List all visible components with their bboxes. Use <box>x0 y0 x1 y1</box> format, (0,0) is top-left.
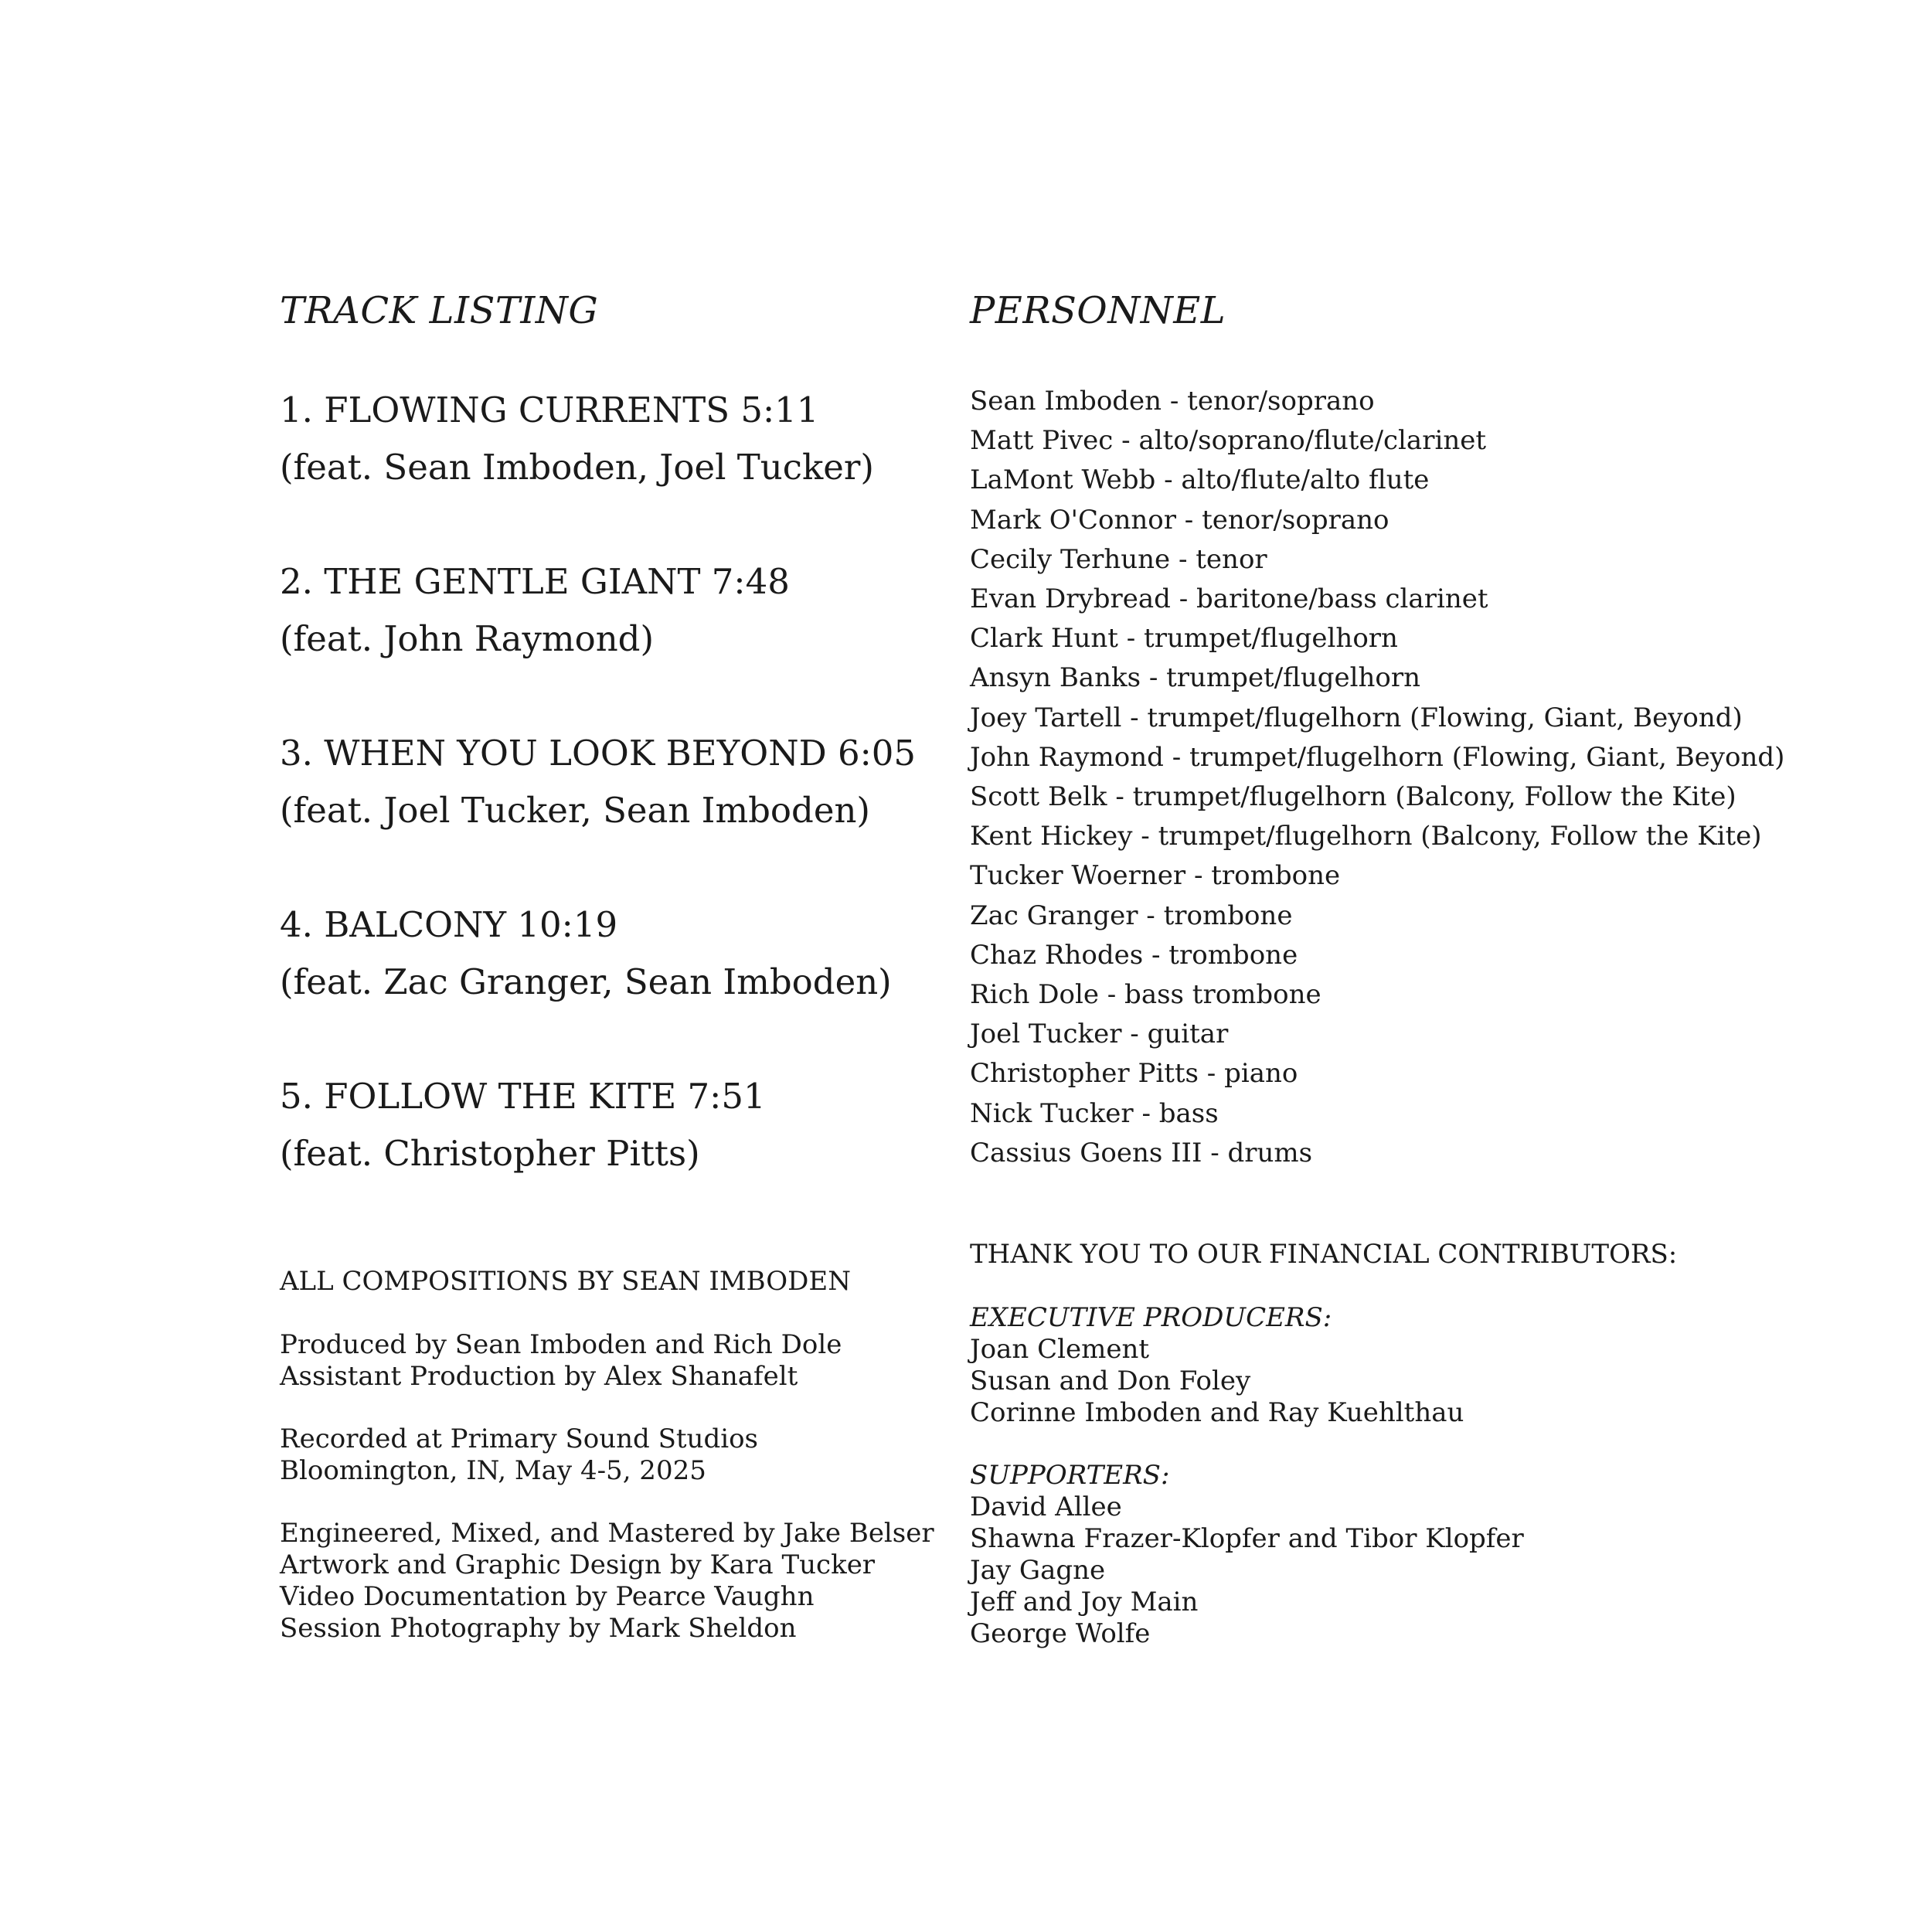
compositions-credit <box>280 1266 944 1298</box>
credit-line: Engineered, Mixed, and Mastered by Jake Belser <box>280 1518 934 1549</box>
track-featuring: (feat. Joel Tucker, Sean Imboden) <box>280 790 870 831</box>
staff-credits <box>280 1518 944 1645</box>
compositions-line: ALL COMPOSITIONS BY SEAN IMBODEN <box>280 1266 851 1297</box>
personnel-list <box>970 382 1866 1173</box>
right-column <box>970 286 1866 1681</box>
credit-line: Video Documentation by Pearce Vaughn <box>280 1581 815 1612</box>
track-list <box>280 382 944 1182</box>
financial-contributors <box>970 1239 1866 1650</box>
track-title: 1. FLOWING CURRENTS 5:11 <box>280 389 819 430</box>
contributor-name: David Allee <box>970 1492 1122 1523</box>
production-credits <box>280 1329 944 1393</box>
personnel-member: Rich Dole - bass trombone <box>970 979 1321 1011</box>
contributor-name: Corinne Imboden and Ray Kuehlthau <box>970 1397 1464 1429</box>
credit-line: Artwork and Graphic Design by Kara Tucker <box>280 1549 876 1580</box>
executive-producers-heading: EXECUTIVE PRODUCERS: <box>970 1302 1332 1334</box>
personnel-member: Scott Belk - trumpet/flugelhorn (Balcony, Follow the Kite) <box>970 781 1736 813</box>
credit-line: Assistant Production by Alex Shanafelt <box>280 1361 798 1392</box>
personnel-member: Nick Tucker - bass <box>970 1097 1219 1129</box>
personnel-member: Zac Granger - trombone <box>970 900 1293 931</box>
track-featuring: (feat. Christopher Pitts) <box>280 1133 700 1174</box>
personnel-member: John Raymond - trumpet/flugelhorn (Flowing, Giant, Beyond) <box>970 741 1785 773</box>
personnel-member: Evan Drybread - baritone/bass clarinet <box>970 583 1488 615</box>
album-credits <box>280 1266 944 1645</box>
credit-line: Produced by Sean Imboden and Rich Dole <box>280 1329 842 1360</box>
personnel-heading: PERSONNEL <box>970 289 1226 332</box>
personnel-member: Mark O'Connor - tenor/soprano <box>970 504 1389 536</box>
track-title: 2. THE GENTLE GIANT 7:48 <box>280 561 790 602</box>
personnel-member: Christopher Pitts - piano <box>970 1058 1298 1090</box>
track-featuring: (feat. Sean Imboden, Joel Tucker) <box>280 447 874 488</box>
supporters <box>970 1460 1866 1650</box>
contributor-name: Jeff and Joy Main <box>970 1587 1199 1618</box>
credit-line: Bloomington, IN, May 4-5, 2025 <box>280 1455 706 1486</box>
credit-line: Session Photography by Mark Sheldon <box>280 1613 797 1644</box>
track-featuring: (feat. Zac Granger, Sean Imboden) <box>280 961 892 1002</box>
track-item <box>280 896 944 1011</box>
track-item <box>280 1068 944 1182</box>
personnel-member: Matt Pivec - alto/soprano/flute/clarinet <box>970 425 1487 457</box>
left-column <box>280 286 944 1675</box>
contributors-heading: THANK YOU TO OUR FINANCIAL CONTRIBUTORS: <box>970 1239 1678 1270</box>
contributor-name: Susan and Don Foley <box>970 1366 1251 1397</box>
contributor-name: Joan Clement <box>970 1334 1150 1366</box>
personnel-member: Joel Tucker - guitar <box>970 1019 1229 1050</box>
credit-line: Recorded at Primary Sound Studios <box>280 1423 759 1454</box>
track-title: 3. WHEN YOU LOOK BEYOND 6:05 <box>280 733 917 774</box>
contributor-name: George Wolfe <box>970 1618 1151 1650</box>
personnel-member: Kent Hickey - trumpet/flugelhorn (Balcony, Follow the Kite) <box>970 821 1762 852</box>
contributor-name: Shawna Frazer-Klopfer and Tibor Klopfer <box>970 1523 1524 1555</box>
personnel-member: Clark Hunt - trumpet/flugelhorn <box>970 623 1398 655</box>
personnel-member: Joey Tartell - trumpet/flugelhorn (Flowing, Giant, Beyond) <box>970 702 1743 733</box>
personnel-member: Chaz Rhodes - trombone <box>970 939 1298 971</box>
track-item <box>280 553 944 668</box>
track-title: 5. FOLLOW THE KITE 7:51 <box>280 1076 766 1117</box>
personnel-member: Tucker Woerner - trombone <box>970 860 1341 892</box>
supporters-heading: SUPPORTERS: <box>970 1460 1170 1492</box>
recording-credits <box>280 1423 944 1487</box>
personnel-member: LaMont Webb - alto/flute/alto flute <box>970 464 1430 496</box>
track-featuring: (feat. John Raymond) <box>280 618 655 659</box>
personnel-member: Cecily Terhune - tenor <box>970 543 1267 575</box>
personnel-member: Cassius Goens III - drums <box>970 1137 1313 1168</box>
track-listing-heading: TRACK LISTING <box>280 289 599 332</box>
executive-producers <box>970 1302 1866 1429</box>
track-item <box>280 382 944 496</box>
track-item <box>280 725 944 839</box>
track-title: 4. BALCONY 10:19 <box>280 904 618 945</box>
personnel-member: Ansyn Banks - trumpet/flugelhorn <box>970 662 1421 694</box>
personnel-member: Sean Imboden - tenor/soprano <box>970 386 1375 417</box>
contributor-name: Jay Gagne <box>970 1555 1106 1587</box>
